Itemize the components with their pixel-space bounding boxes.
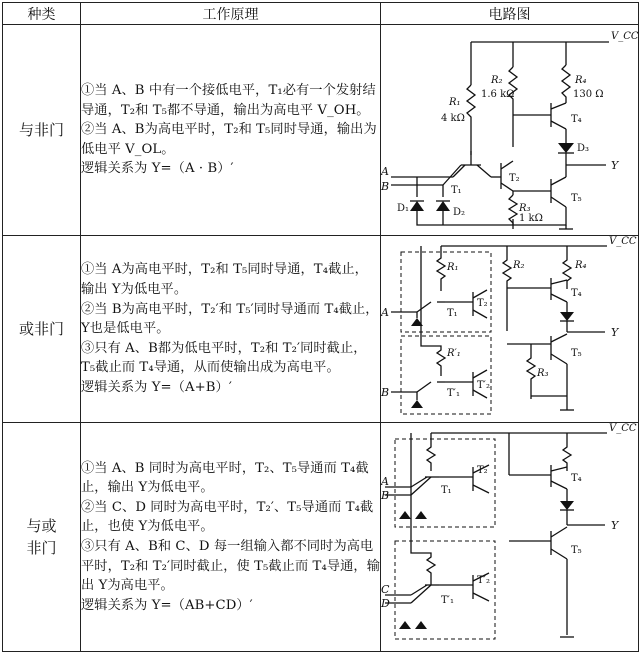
r1-label: R₁: [449, 97, 461, 108]
d1-label: D₁: [397, 203, 410, 214]
kind-cell: 与或非门: [3, 423, 81, 652]
header-principle: 工作原理: [81, 3, 381, 25]
gate-table: [2, 2, 639, 652]
input-b: B: [381, 180, 390, 193]
r1p-label: R′₁: [447, 348, 461, 359]
output-y: Y: [611, 519, 619, 532]
vcc-label: V_CC: [609, 236, 637, 247]
input-a: A: [381, 165, 389, 178]
nand-circuit-diagram: [381, 25, 639, 235]
input-b: B: [381, 386, 390, 399]
table-row-nor: [3, 236, 639, 423]
t1-label: T₁: [441, 485, 452, 496]
t5-label: T₅: [571, 193, 582, 204]
d2-label: D₂: [453, 207, 466, 218]
principle-line: ③只有 A、B都为低电平时，T₂和 T₂′同时截止，T₅截止而 T₄导通，从而使输出成为高电平。: [81, 340, 367, 376]
t1-label: T₁: [451, 185, 462, 196]
logic-expression: 逻辑关系为 Y=（AB+CD）′: [81, 597, 253, 613]
kind-cell: 或非门: [3, 236, 81, 423]
input-a: A: [381, 306, 389, 319]
kind-cell: 与非门: [3, 25, 81, 236]
input-b: B: [381, 489, 390, 502]
r2-label: R₂: [491, 75, 503, 86]
principle-cell: [81, 25, 381, 236]
principle-line: ①当 A、B 同时为高电平时，T₂、T₅导通而 T₄截止，输出 Y为低电平。: [81, 460, 369, 496]
d3-label: D₃: [577, 143, 590, 154]
t4-label: T₄: [571, 114, 582, 125]
principle-line: ③只有 A、B和 C、D 每一组输入都不同时为高电平时，T₂和 T₂′同时截止，使 T₅截止而 T₄导通，输出 Y为高电平。: [81, 539, 380, 594]
t4-label: T₄: [571, 288, 582, 299]
t2p-label: T′₂: [477, 575, 490, 586]
logic-expression: 逻辑关系为 Y=（A · B）′: [81, 161, 234, 177]
vcc-label: V_CC: [609, 423, 637, 434]
aoi-circuit-diagram: [381, 423, 639, 651]
r1-value: 4 kΩ: [441, 113, 465, 124]
principle-cell: [81, 236, 381, 423]
t1p-label: T′₁: [441, 595, 454, 606]
r1-label: R₁: [447, 262, 459, 273]
t2-label: T₂: [477, 465, 488, 476]
vcc-label: V_CC: [611, 31, 639, 42]
r3-label: R₃: [519, 203, 531, 214]
t2p-label: T′₂: [477, 380, 490, 391]
circuit-cell: [381, 236, 639, 423]
principle-line: ①当 A为高电平时，T₂和 T₅同时导通，T₄截止，输出 Y为低电平。: [81, 262, 368, 298]
logic-expression: 逻辑关系为 Y=（A+B）′: [81, 379, 232, 395]
t4-label: T₄: [571, 473, 582, 484]
input-a: A: [381, 475, 389, 488]
t1-label: T₁: [447, 308, 458, 319]
t2-label: T₂: [477, 298, 488, 309]
t5-label: T₅: [571, 348, 582, 359]
table-row-nand: [3, 25, 639, 236]
table-header-row: [3, 3, 639, 25]
principle-line: ②当 A、B为高电平时，T₂和 T₅同时导通，输出为低电平 V_OL。: [81, 122, 377, 157]
input-c: C: [381, 583, 390, 596]
principle-cell: [81, 423, 381, 652]
r4-label: R₄: [575, 260, 587, 271]
nor-circuit-diagram: [381, 236, 639, 422]
circuit-cell: [381, 25, 639, 236]
circuit-cell: [381, 423, 639, 652]
principle-line: ②当 C、D 同时为高电平时，T₂′、T₅导通而 T₄截止，也使 Y为低电平。: [81, 499, 374, 535]
t5-label: T₅: [571, 545, 582, 556]
r4-label: R₄: [575, 75, 587, 86]
r3-label: R₃: [537, 368, 549, 379]
r3-value: 1 kΩ: [519, 213, 543, 224]
output-y: Y: [611, 326, 619, 339]
t1p-label: T′₁: [447, 388, 460, 399]
t2-label: T₂: [509, 173, 520, 184]
output-y: Y: [611, 159, 619, 172]
input-d: D: [381, 597, 390, 610]
principle-line: ②当 B为高电平时，T₂′和 T₅′同时导通而 T₄截止，Y也是低电平。: [81, 301, 379, 337]
r2-label: R₂: [513, 260, 525, 271]
header-kind: 种类: [3, 3, 81, 25]
r4-value: 130 Ω: [573, 89, 604, 100]
table-row-aoi: [3, 423, 639, 652]
header-circuit: 电路图: [381, 3, 639, 25]
principle-line: ①当 A、B 中有一个接低电平，T₁必有一个发射结导通，T₂和 T₅都不导通，输出为高电平 V_OH。: [81, 83, 376, 118]
r2-value: 1.6 kΩ: [481, 89, 515, 100]
